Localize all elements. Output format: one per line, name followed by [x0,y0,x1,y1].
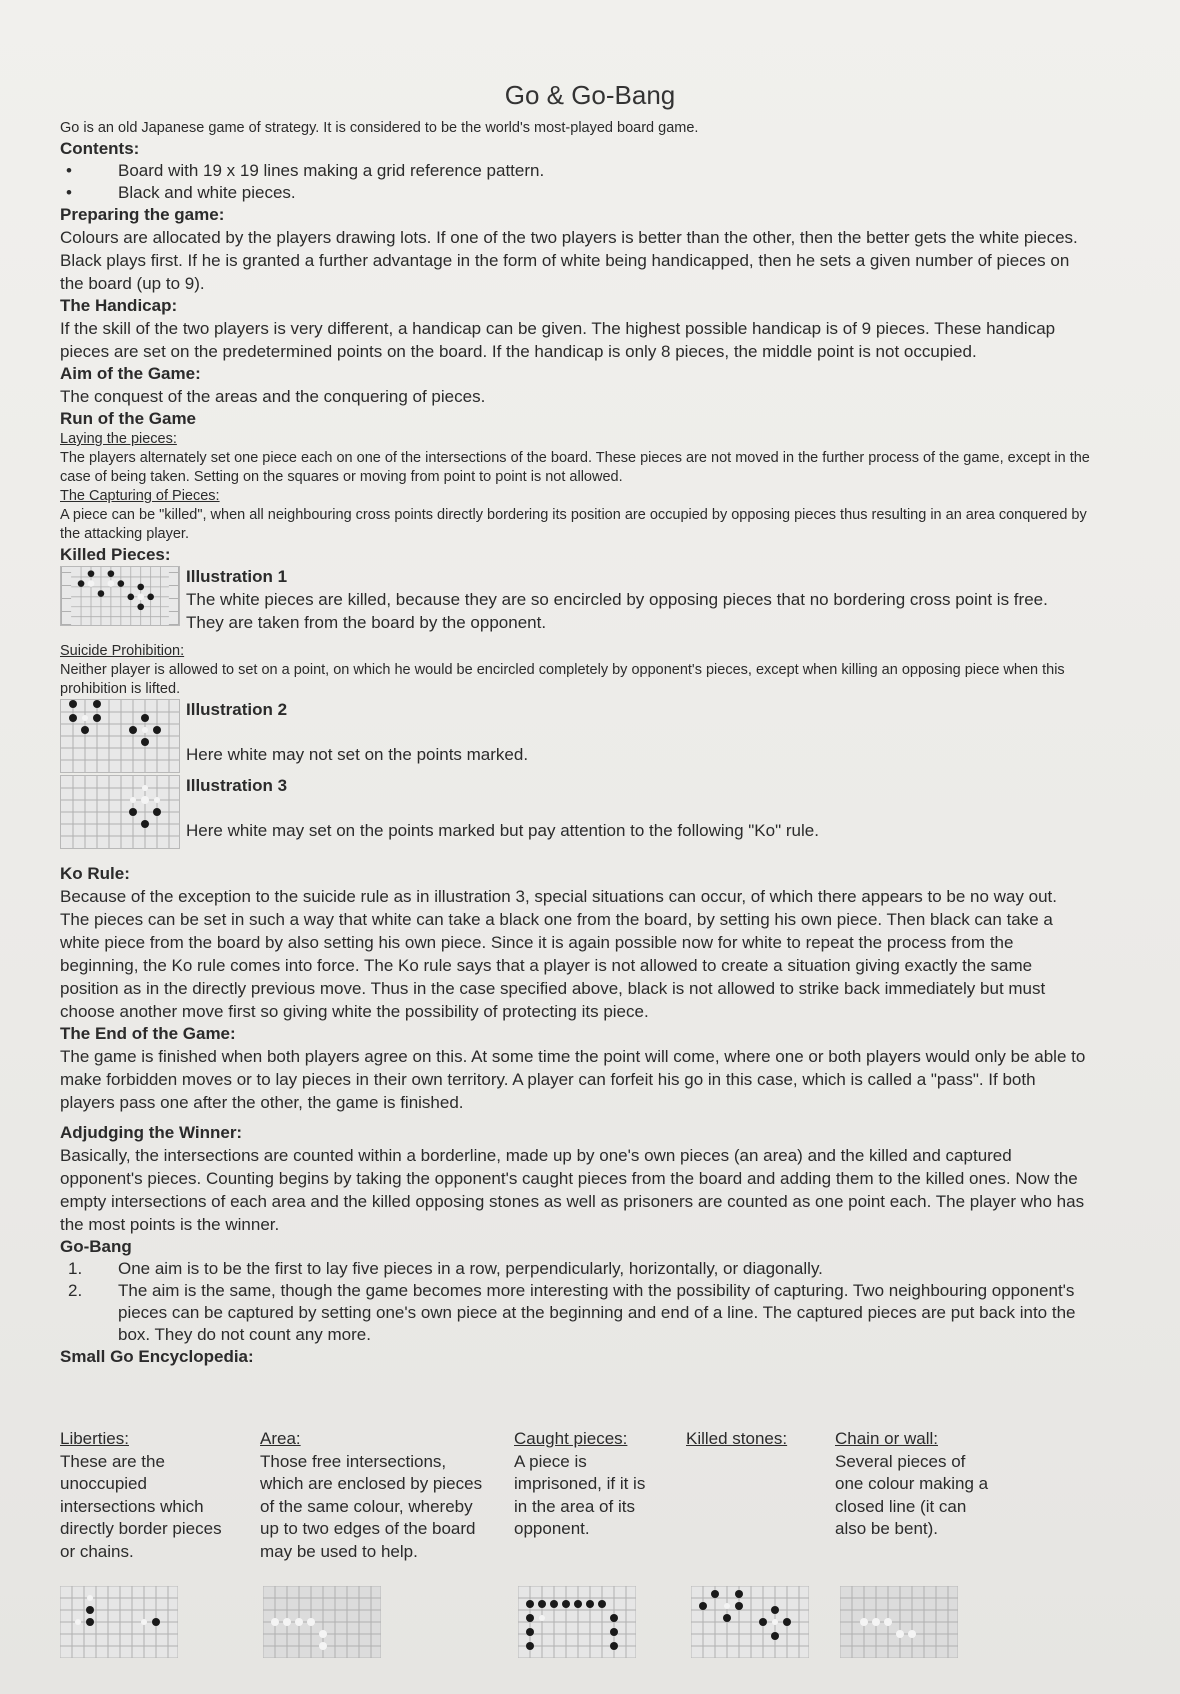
end-text: The game is finished when both players agree on this. At some time the point will come, where one or both players would only be able to make forbidden moves or to lay pieces in their own territory. A player can forfeit his go in this case, which is called a "pass". If both players pass one after the other, the game is finished. [60,1047,1086,1112]
go-board-chain [840,1586,958,1658]
handicap-heading: The Handicap: [60,296,178,315]
laying-text: The players alternately set one piece each on one of the intersections of the board. These pieces are not moved in the further process of the game, except in the case of being taken. Setting on the squares or moving from point to point is not allowed. [60,450,1090,485]
capturing-text: A piece can be "killed", when all neighbouring cross points directly bordering its position are occupied by opposing pieces thus resulting in an area conquered by the attacking player. [60,507,1087,542]
illustration-1-text: The white pieces are killed, because they are so encircled by opposing pieces that no bordering cross point is free. They are taken from the board by the opponent. [186,590,1048,632]
illustration-3 [60,775,1090,849]
go-board-diagram-3 [60,775,180,849]
illustration-3-text: Here white may set on the points marked but pay attention to the following "Ko" rule. [186,821,819,840]
laying-heading: Laying the pieces: [60,431,177,447]
preparing-heading: Preparing the game: [60,205,225,224]
list-item: • Black and white pieces. [60,182,1090,204]
encyclopedia-entry-liberties: Liberties: These are the unoccupied intersections which directly border pieces or chains. [60,1429,222,1561]
gobang-list [60,1258,1090,1346]
aim-heading: Aim of the Game: [60,364,201,383]
illustration-1-title: Illustration 1 [186,567,288,586]
handicap-text: If the skill of the two players is very different, a handicap can be given. The highest possible handicap is of 9 pieces. These handicap pieces are set on the predetermined points on the board. If the handicap is only 8 pieces, the middle point is not occupied. [60,319,1056,361]
go-board-area [263,1586,381,1658]
encyclopedia-entry-chain: Chain or wall: Several pieces of one colour making a closed line (it can also be bent). [835,1429,989,1538]
illustration-3-title: Illustration 3 [186,776,288,795]
suicide-text: Neither player is allowed to set on a point, on which he would be encircled completely by opponent's pieces, except when killing an opposing piece when this prohibition is lifted. [60,662,1065,697]
go-board-liberties [60,1586,178,1658]
suicide-heading: Suicide Prohibition: [60,643,185,659]
list-item: 1. One aim is to be the first to lay five pieces in a row, perpendicularly, horizontally, or diagonally. [68,1259,823,1278]
gobang-heading: Go-Bang [60,1237,132,1256]
ko-text: Because of the exception to the suicide rule as in illustration 3, special situations can occur, of which there appears to be no way out. The pieces can be set in such a way that white can take a black one from the board, by setting his own piece. Then black can take a white piece from the board by also setting his own piece. Since it is again possible now for white to repeat the process from the beginning, the Ko rule comes into force. The Ko rule says that a player is not allowed to create a situation giving exactly the same position as in the directly previous move. Thus in the case specified above, black is not allowed to strike back immediately but must choose another move first so giving white the possibility of protecting its piece. [60,887,1057,1021]
go-board-killed [691,1586,809,1658]
contents-list [60,160,1090,204]
go-board-diagram-2 [60,699,180,773]
intro-text: Go is an old Japanese game of strategy. It is considered to be the world's most-played board game. [60,120,699,136]
preparing-text: Colours are allocated by the players drawing lots. If one of the two players is better than the other, then the better gets the white pieces. Black plays first. If he is granted a further advantage in the form of white being handicapped, then he sets a given number of pieces on the board (up to 9). [60,228,1078,293]
ko-heading: Ko Rule: [60,864,130,883]
capturing-heading: The Capturing of Pieces: [60,488,220,504]
illustration-1 [60,566,1090,634]
go-board-diagram-1 [60,566,180,626]
aim-text: The conquest of the areas and the conquering of pieces. [60,387,486,406]
illustration-2-title: Illustration 2 [186,700,288,719]
killed-heading: Killed Pieces: [60,545,171,564]
list-item: • Board with 19 x 19 lines making a grid reference pattern. [60,160,1090,182]
list-item: 2. The aim is the same, though the game becomes more interesting with the possibility of capturing. Two neighbouring opponent's pieces can be captured by setting one's own piece at the beginning and end of a line. The captured pieces are put back into the box. They do not count any more. [68,1281,1076,1344]
run-heading: Run of the Game [60,409,197,428]
encyclopedia-entry-killed: Killed stones: [686,1429,788,1448]
illustration-2-text: Here white may not set on the points marked. [186,745,529,764]
winner-text: Basically, the intersections are counted within a borderline, made up by one's own pieces (an area) and the killed and captured opponent's pieces. Counting begins by taking the opponent's caught pieces from the board and adding them to the killed ones. Now the empty intersections of each area and the killed opposing stones as well as prisoners are counted as one point each. The player who has the most points is the winner. [60,1146,1085,1234]
encyclopedia-entry-caught: Caught pieces: A piece is imprisoned, if it is in the area of its opponent. [514,1429,646,1538]
encyclopedia-entry-area: Area: Those free intersections, which are enclosed by pieces of the same colour, whereby up to two edges of the board may be used to help. [260,1429,483,1561]
winner-heading: Adjudging the Winner: [60,1123,243,1142]
encyclopedia-section [60,1428,1090,1678]
contents-heading: Contents: [60,139,140,158]
encyclopedia-heading: Small Go Encyclopedia: [60,1347,254,1366]
end-heading: The End of the Game: [60,1024,236,1043]
illustration-2 [60,699,1090,773]
document-body [60,118,1090,1368]
document-title: Go & Go-Bang [504,80,676,110]
go-board-caught [518,1586,636,1658]
